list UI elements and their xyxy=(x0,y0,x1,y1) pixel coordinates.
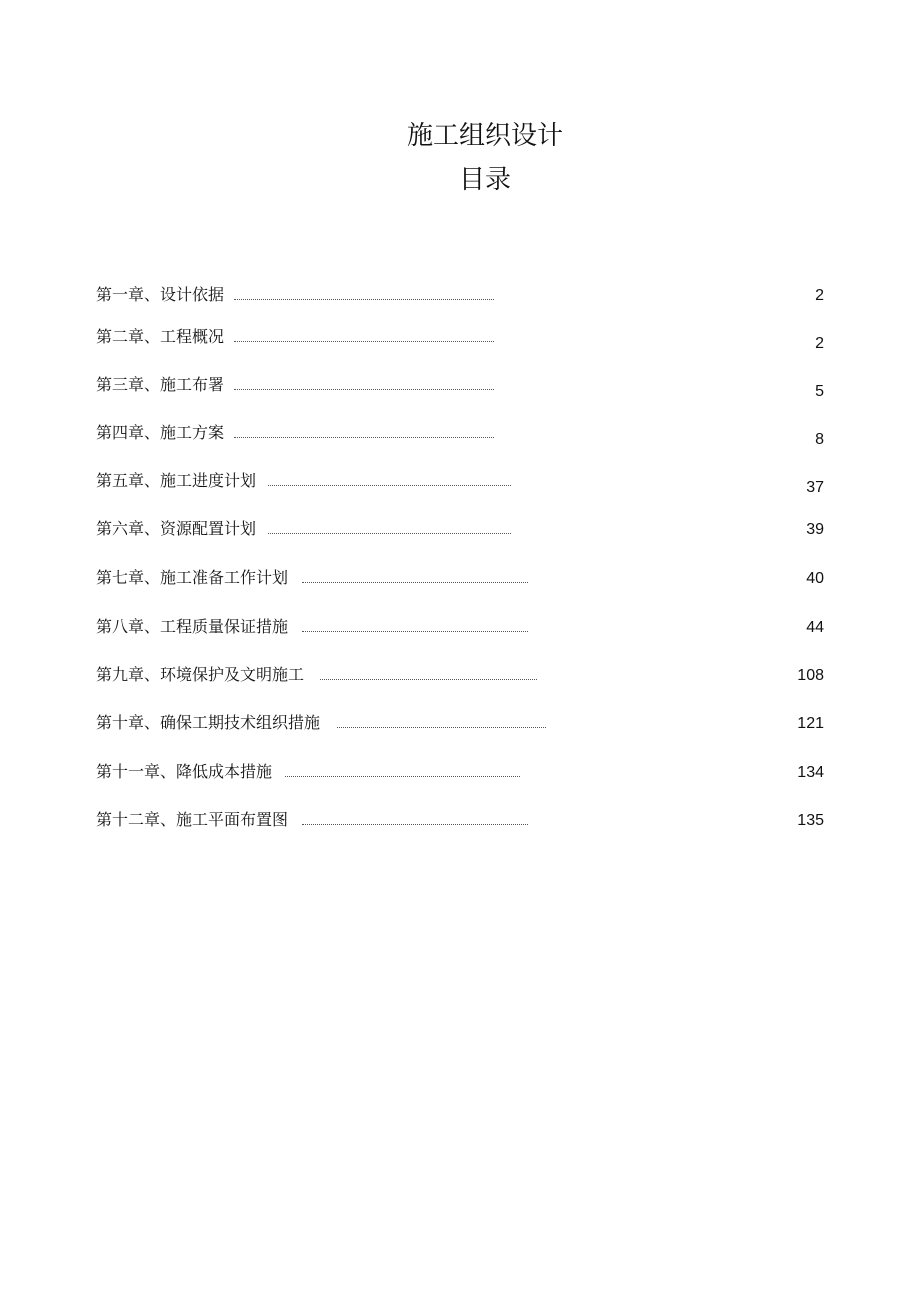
toc-entry-label: 第六章、资源配置计划 xyxy=(96,519,257,538)
toc-entry-page: 2 xyxy=(815,335,824,352)
toc-entry-page: 40 xyxy=(806,570,824,587)
toc-entry-label: 第二章、工程概况 xyxy=(96,327,225,346)
toc-entry-2[interactable] xyxy=(96,326,836,356)
toc-entry-8[interactable] xyxy=(96,616,836,646)
toc-entry-label: 第三章、施工布署 xyxy=(96,375,225,394)
toc-entry-label: 第八章、工程质量保证措施 xyxy=(96,617,289,636)
toc-entry-page: 39 xyxy=(806,521,824,538)
toc-entry-page: 5 xyxy=(815,383,824,400)
toc-heading: 目录 xyxy=(458,165,511,195)
toc-entry-3[interactable] xyxy=(96,374,836,404)
toc-entry-page: 135 xyxy=(797,812,824,829)
toc-entry-page: 121 xyxy=(797,715,824,732)
table-of-contents xyxy=(96,0,836,1303)
toc-dot-leader xyxy=(234,437,494,438)
toc-entry-page: 8 xyxy=(815,431,824,448)
toc-dot-leader xyxy=(302,631,528,632)
toc-entry-9[interactable] xyxy=(96,664,836,694)
toc-entry-4[interactable] xyxy=(96,422,836,452)
toc-entry-page: 134 xyxy=(797,764,824,781)
toc-dot-leader xyxy=(268,485,511,486)
toc-entry-label: 第九章、环境保护及文明施工 xyxy=(96,665,305,684)
toc-entry-11[interactable] xyxy=(96,761,836,791)
toc-entry-label: 第十一章、降低成本措施 xyxy=(96,762,273,781)
toc-dot-leader xyxy=(302,824,528,825)
toc-entry-10[interactable] xyxy=(96,712,836,742)
toc-dot-leader xyxy=(234,389,494,390)
toc-entry-label: 第一章、设计依据 xyxy=(96,285,225,304)
toc-entry-7[interactable] xyxy=(96,567,836,597)
toc-entry-label: 第五章、施工进度计划 xyxy=(96,471,257,490)
toc-entry-1[interactable] xyxy=(96,284,836,314)
toc-dot-leader xyxy=(337,727,546,728)
toc-entry-label: 第四章、施工方案 xyxy=(96,423,225,442)
toc-dot-leader xyxy=(234,341,494,342)
toc-entry-5[interactable] xyxy=(96,470,836,500)
toc-entry-page: 44 xyxy=(806,619,824,636)
toc-dot-leader xyxy=(268,533,511,534)
toc-entry-page: 37 xyxy=(806,479,824,496)
document-title: 施工组织设计 xyxy=(406,121,563,151)
toc-dot-leader xyxy=(285,776,520,777)
toc-dot-leader xyxy=(234,299,494,300)
toc-dot-leader xyxy=(302,582,528,583)
toc-dot-leader xyxy=(320,679,537,680)
toc-entry-label: 第七章、施工准备工作计划 xyxy=(96,568,289,587)
toc-entry-label: 第十二章、施工平面布置图 xyxy=(96,810,289,829)
toc-entry-6[interactable] xyxy=(96,518,836,548)
toc-entry-label: 第十章、确保工期技术组织措施 xyxy=(96,713,321,732)
toc-entry-12[interactable] xyxy=(96,809,836,839)
toc-entry-page: 2 xyxy=(815,287,824,304)
toc-entry-page: 108 xyxy=(797,667,824,684)
